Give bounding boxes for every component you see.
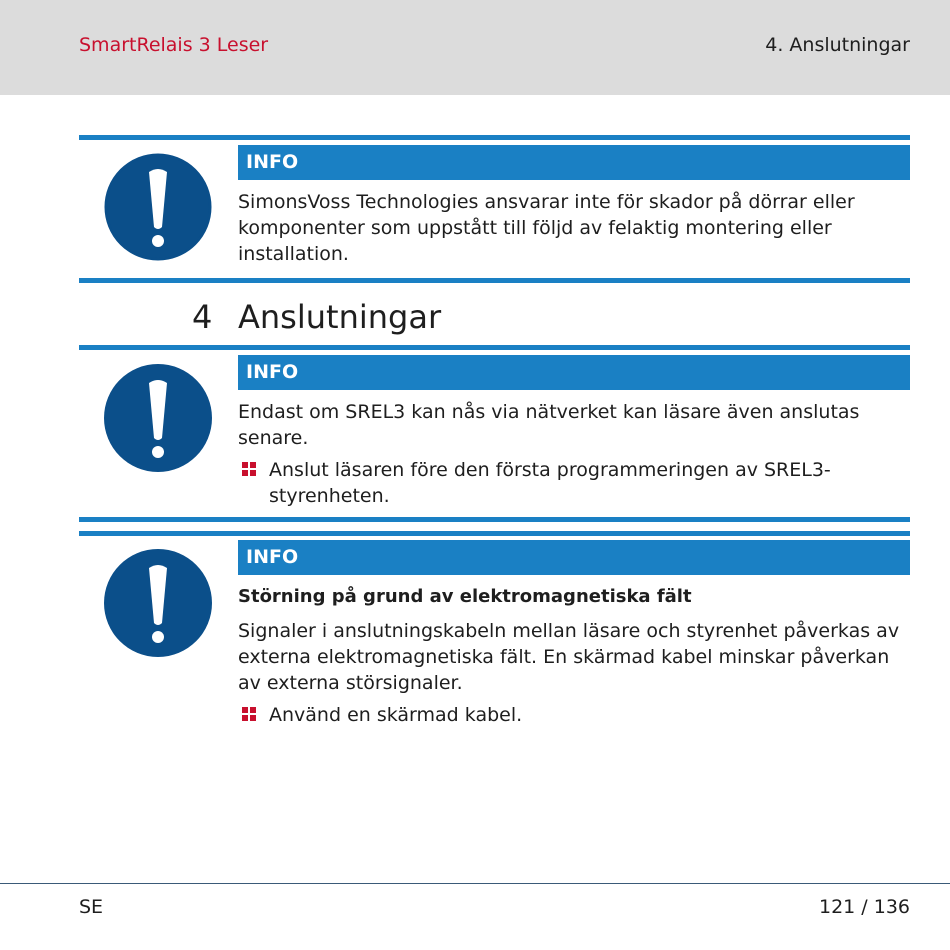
page-number: 121 / 136 — [818, 896, 910, 918]
exclamation-icon — [103, 152, 213, 262]
info-text: SimonsVoss Technologies ansvarar inte för skador på dörrar eller komponenter som uppstått till följd av felaktig montering eller installation. — [238, 191, 855, 265]
info-top-rule — [79, 345, 910, 350]
bullet-icon — [242, 707, 256, 721]
info-text: Signaler i anslutningskabeln mellan läsare och styrenhet påverkas av externa elektromagnetiska fält. En skärmad kabel minskar påverkan av externa störsignaler. — [238, 620, 900, 694]
info-top-rule — [79, 135, 910, 140]
section-number: 4 — [192, 298, 213, 336]
page-header — [0, 0, 950, 95]
info-label-bar: INFO — [238, 145, 910, 180]
bullet-item: Anslut läsaren före den första programmeringen av SREL3-styrenheten. — [269, 459, 831, 507]
exclamation-icon — [103, 363, 213, 473]
info-bottom-rule — [79, 517, 910, 522]
info-bottom-rule — [79, 278, 910, 283]
info-top-rule — [79, 531, 910, 536]
info-heading: Störning på grund av elektromagnetiska fält — [238, 586, 692, 607]
footer-rule — [0, 883, 950, 884]
chapter-title: 4. Anslutningar — [765, 34, 910, 56]
info-label-bar: INFO — [238, 540, 910, 575]
section-title: Anslutningar — [238, 298, 442, 336]
exclamation-icon — [103, 548, 213, 658]
bullet-item: Använd en skärmad kabel. — [269, 704, 523, 726]
info-label-bar: INFO — [238, 355, 910, 390]
footer-language: SE — [79, 896, 104, 918]
product-name: SmartRelais 3 Leser — [79, 34, 269, 56]
bullet-icon — [242, 462, 256, 476]
info-text: Endast om SREL3 kan nås via nätverket kan läsare även anslutas senare. — [238, 401, 860, 449]
